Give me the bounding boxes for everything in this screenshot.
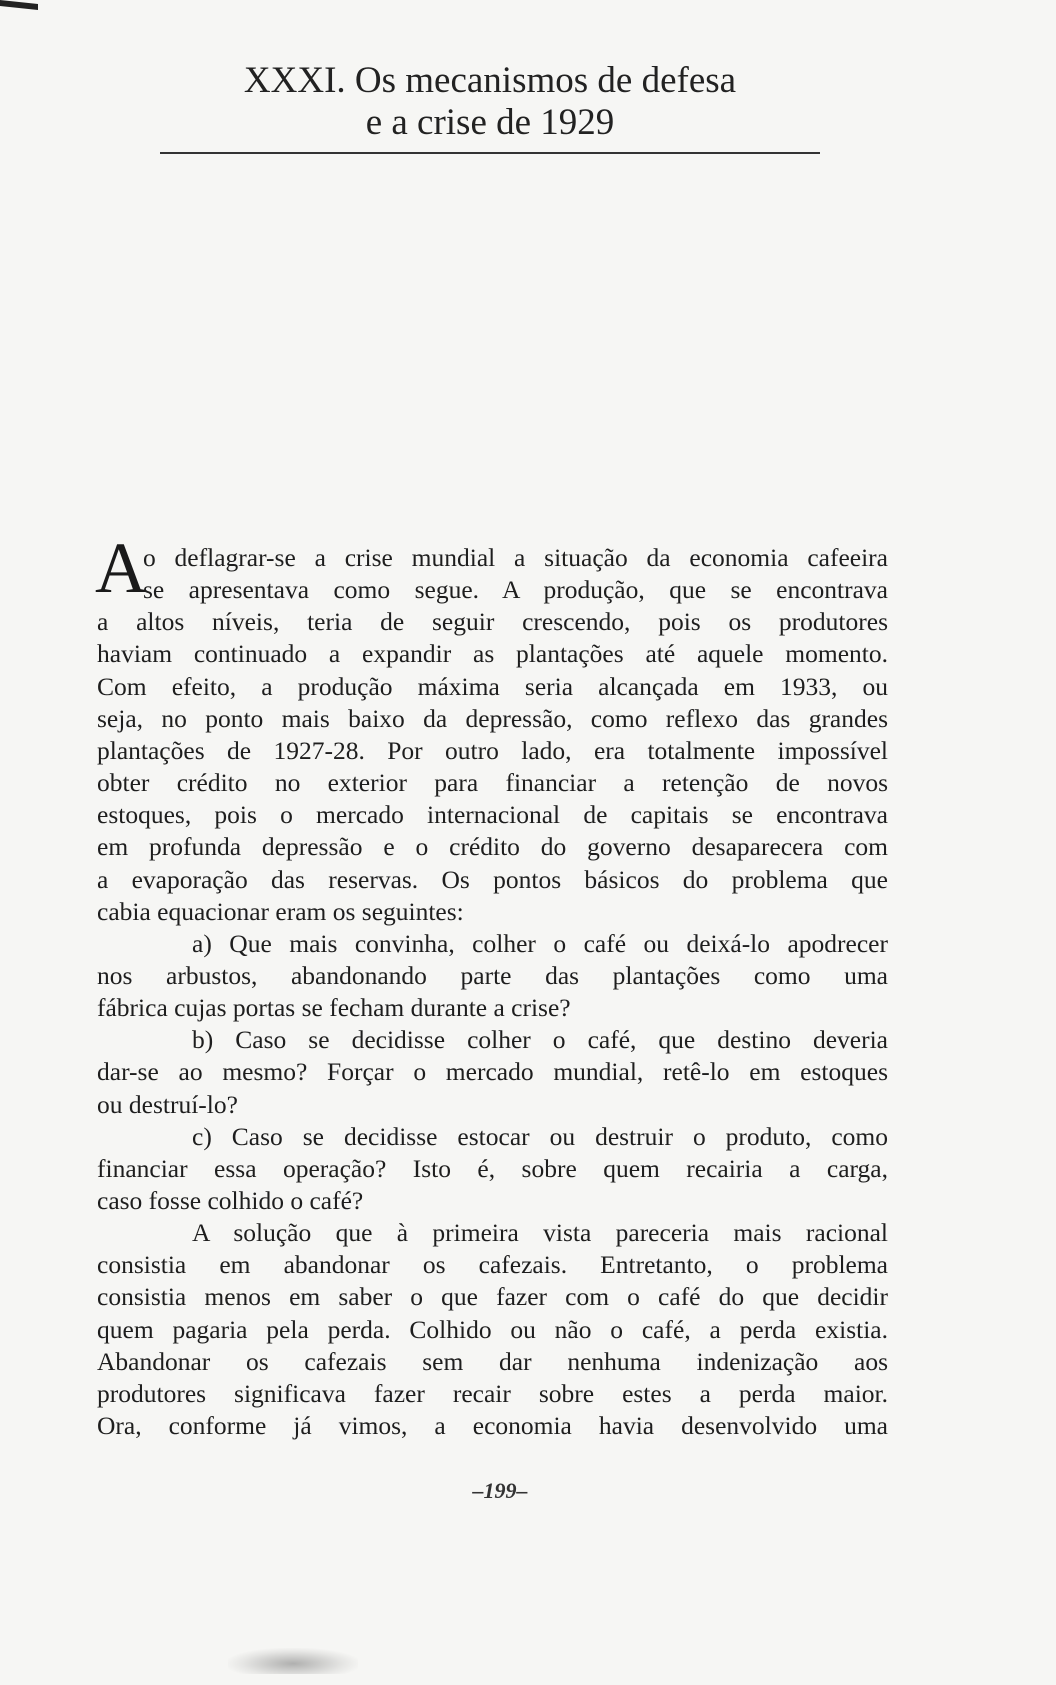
scan-smudge [228, 1648, 358, 1674]
body-line: a) Que mais convinha, colher o café ou deixá-lo apodrecer [192, 928, 888, 958]
chapter-title-line-1: XXXI. Os mecanismos de defesa [243, 60, 737, 101]
body-line: Abandonar os cafezais sem dar nenhuma indenização aos [97, 1346, 888, 1376]
body-line: c) Caso se decidisse estocar ou destruir o produto, como [192, 1121, 888, 1151]
body-line: a altos níveis, teria de seguir crescendo, pois os produtores [97, 607, 888, 637]
body-line: se apresentava como segue. A produção, que se encontrava [143, 575, 888, 605]
body-line: a evaporação das reservas. Os pontos básicos do problema que [97, 864, 888, 894]
body-line: A solução que à primeira vista pareceria mais racional [192, 1218, 888, 1248]
title-divider [160, 152, 820, 154]
body-line: plantações de 1927-28. Por outro lado, era totalmente impossível [97, 735, 888, 765]
body-line: Ora, conforme já vimos, a economia havia desenvolvido uma [97, 1411, 888, 1441]
body-line: consistia menos em saber o que fazer com o café do que decidir [97, 1282, 888, 1312]
body-line: Com efeito, a produção máxima seria alcançada em 1933, ou [97, 671, 888, 701]
body-line: produtores significava fazer recair sobre estes a perda maior. [97, 1378, 888, 1408]
body-line: estoques, pois o mercado internacional de capitais se encontrava [97, 800, 888, 830]
page-number: –199– [472, 1478, 528, 1503]
body-line: seja, no ponto mais baixo da depressão, como reflexo das grandes [97, 703, 888, 733]
body-line: b) Caso se decidisse colher o café, que destino deveria [192, 1025, 888, 1055]
scan-corner-mark [0, 0, 38, 10]
body-line: obter crédito no exterior para financiar a retenção de novos [97, 768, 888, 798]
body-line: financiar essa operação? Isto é, sobre quem recairia a carga, [97, 1153, 888, 1183]
body-line: quem pagaria pela perda. Colhido ou não o café, a perda existia. [97, 1314, 888, 1344]
body-line: nos arbustos, abandonando parte das plantações como uma [97, 960, 888, 990]
body-line: ou destruí-lo? [97, 1089, 238, 1119]
body-line: cabia equacionar eram os seguintes: [97, 896, 464, 926]
drop-cap: A [95, 528, 147, 608]
body-line: o deflagrar-se a crise mundial a situação da economia cafeeira [143, 543, 888, 572]
body-line: caso fosse colhido o café? [97, 1186, 364, 1215]
body-line: consistia em abandonar os cafezais. Entretanto, o problema [97, 1250, 888, 1280]
chapter-title-line-2: e a crise de 1929 [365, 102, 615, 143]
body-line: dar-se ao mesmo? Forçar o mercado mundial, retê-lo em estoques [97, 1057, 888, 1087]
body-line: em profunda depressão e o crédito do governo desaparecera com [97, 832, 888, 862]
body-line: fábrica cujas portas se fecham durante a crise? [97, 993, 571, 1023]
body-line: haviam continuado a expandir as plantações até aquele momento. [97, 639, 888, 669]
